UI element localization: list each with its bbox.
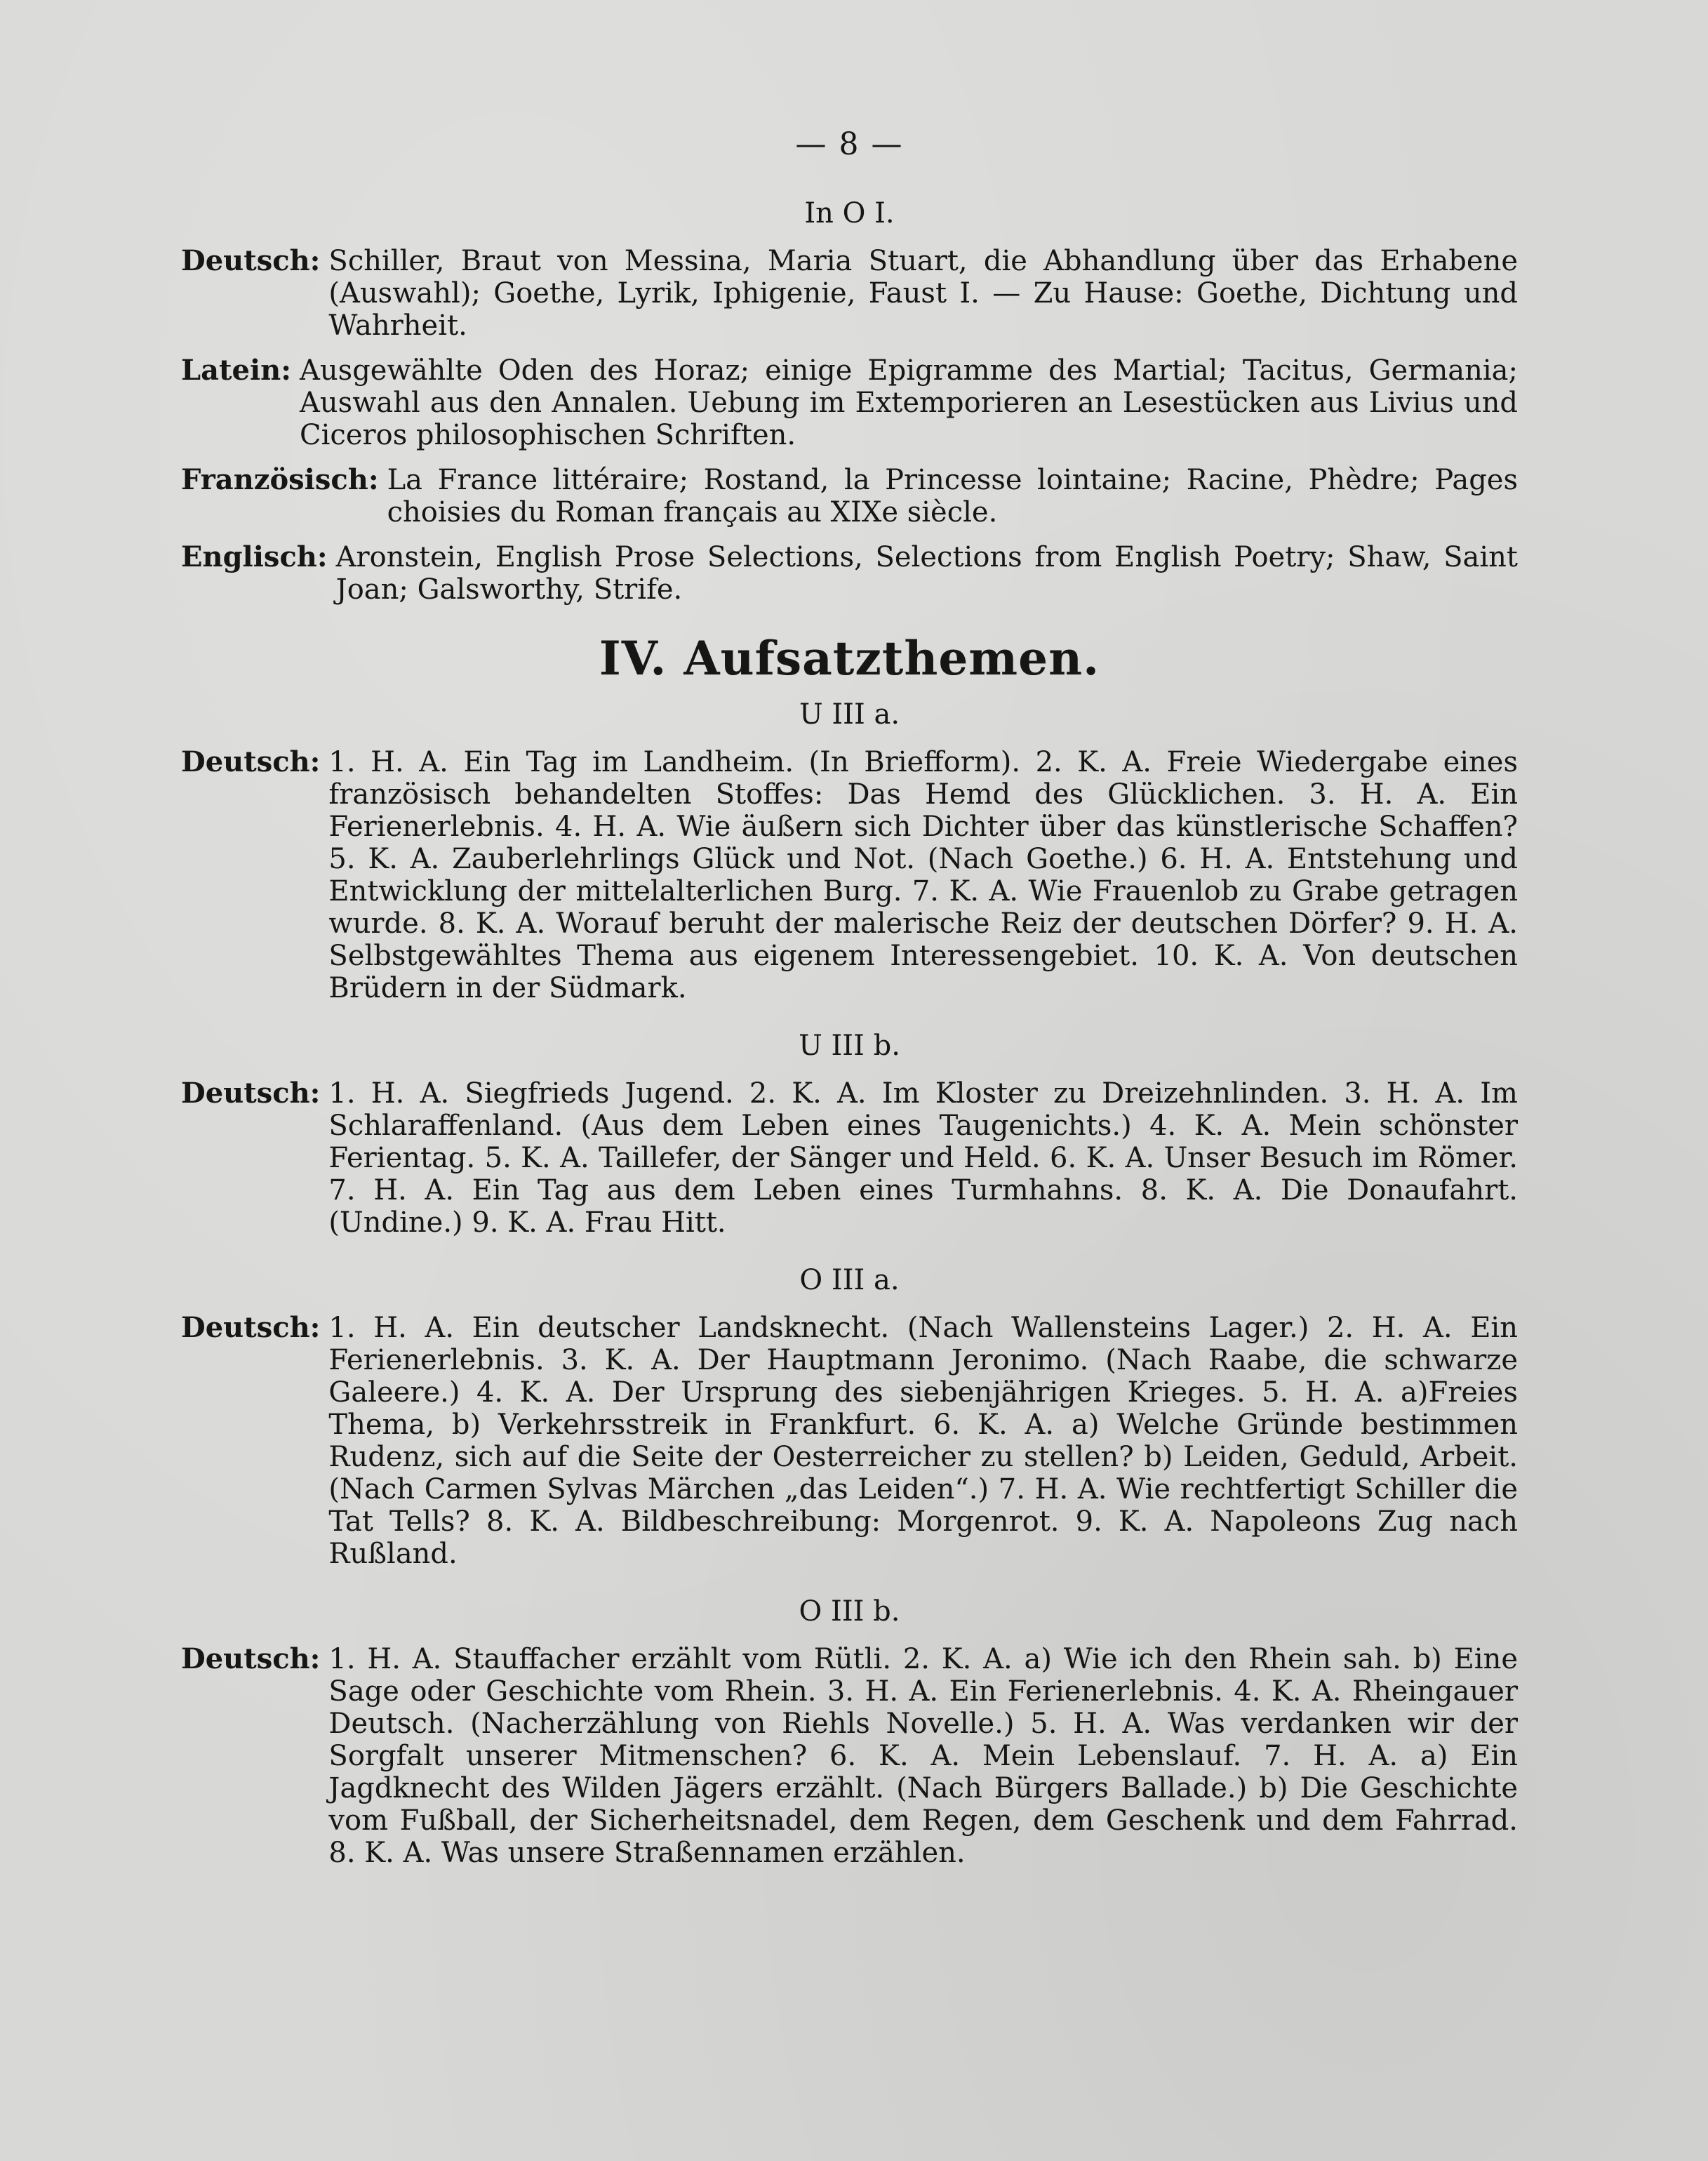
entry-text: 1. H. A. Siegfrieds Jugend. 2. K. A. Im Kloster zu Dreizehnlinden. 3. H. A. Im Schlaraffenland. (Aus dem Leben eines Taugenichts.) 4. K. A. Mein schönster Ferientag. 5. K. A. Taillefer, der Sänger und Held. 6. K. A. Unser Besuch im Römer. 7. H. A. Ein Tag aus dem Leben eines Turmhahns. 8. K. A. Die Donaufahrt. (Undine.) 9. K. A. Frau Hitt. [328, 1077, 1518, 1239]
subject-label: Deutsch: [181, 1642, 321, 1675]
section-heading: O III b. [799, 1595, 900, 1628]
subject-label: Deutsch: [181, 1077, 321, 1110]
entry-deutsch [181, 1643, 1518, 1869]
subject-label: Deutsch: [181, 1311, 321, 1344]
page-number: — 8 — [795, 126, 904, 162]
entry-franzoesisch [181, 464, 1518, 528]
essay-section-o3a [181, 1264, 1518, 1570]
entry-text: Aronstein, English Prose Selections, Selections from English Poetry; Shaw, Saint Joan; Galsworthy, Strife. [335, 541, 1518, 606]
main-heading: IV. Aufsatzthemen. [599, 631, 1100, 686]
section-heading: O III a. [799, 1264, 900, 1296]
essay-section-u3a [181, 698, 1518, 1004]
entry-text: 1. H. A. Stauffacher erzählt vom Rütli. 2. K. A. a) Wie ich den Rhein sah. b) Eine Sage oder Geschichte vom Rhein. 3. H. A. Ein Ferienerlebnis. 4. K. A. Rheingauer Deutsch. (Nacherzählung von Riehls Novelle.) 5. H. A. Was verdanken wir der Sorgfalt unserer Mitmenschen? 6. K. A. Mein Lebenslauf. 7. H. A. a) Ein Jagdknecht des Wilden Jägers erzählt. (Nach Bürgers Ballade.) b) Die Geschichte vom Fußball, der Sicherheitsnadel, dem Regen, dem Geschenk und dem Fahrrad. 8. K. A. Was unsere Straßennamen erzählen. [328, 1643, 1518, 1869]
entry-englisch [181, 541, 1518, 606]
subject-label: Englisch: [181, 540, 328, 573]
section-heading-o1: In O I. [804, 197, 895, 230]
entry-deutsch [181, 1077, 1518, 1239]
entry-latein [181, 354, 1518, 451]
entry-text: La France littéraire; Rostand, la Princesse lointaine; Racine, Phèdre; Pages choisies du Roman français au XIXe siècle. [387, 464, 1518, 528]
reading-list-section [181, 197, 1518, 606]
subject-label: Latein: [181, 354, 292, 387]
entry-text: Schiller, Braut von Messina, Maria Stuart, die Abhandlung über das Erhabene (Auswahl); Goethe, Lyrik, Iphigenie, Faust I. — Zu Hause: Goethe, Dichtung und Wahrheit. [328, 245, 1518, 342]
entry-text: 1. H. A. Ein Tag im Landheim. (In Briefform). 2. K. A. Freie Wiedergabe eines französisch behandelten Stoffes: Das Hemd des Glücklichen. 3. H. A. Ein Ferienerlebnis. 4. H. A. Wie äußern sich Dichter über das künstlerische Schaffen? 5. K. A. Zauberlehrlings Glück und Not. (Nach Goethe.) 6. H. A. Entstehung und Entwicklung der mittelalterlichen Burg. 7. K. A. Wie Frauenlob zu Grabe getragen wurde. 8. K. A. Worauf beruht der malerische Reiz der deutschen Dörfer? 9. H. A. Selbstgewähltes Thema aus eigenem Interessengebiet. 10. K. A. Von deutschen Brüdern in der Südmark. [328, 746, 1518, 1004]
entry-text: Ausgewählte Oden des Horaz; einige Epigramme des Martial; Tacitus, Germania; Auswahl aus den Annalen. Uebung im Extemporieren an Lesestücken aus Livius und Ciceros philosophischen Schriften. [300, 354, 1518, 451]
entry-deutsch [181, 245, 1518, 342]
section-heading: U III a. [799, 698, 900, 731]
page-content [181, 126, 1518, 1894]
subject-label: Französisch: [181, 463, 379, 496]
subject-label: Deutsch: [181, 745, 321, 778]
section-heading: U III b. [799, 1030, 900, 1062]
entry-deutsch [181, 746, 1518, 1004]
essay-section-o3b [181, 1595, 1518, 1869]
essay-section-u3b [181, 1030, 1518, 1239]
subject-label: Deutsch: [181, 244, 321, 277]
entry-text: 1. H. A. Ein deutscher Landsknecht. (Nach Wallensteins Lager.) 2. H. A. Ein Ferienerlebnis. 3. K. A. Der Hauptmann Jeronimo. (Nach Raabe, die schwarze Galeere.) 4. K. A. Der Ursprung des siebenjährigen Krieges. 5. H. A. a)Freies Thema, b) Verkehrsstreik in Frankfurt. 6. K. A. a) Welche Gründe bestimmen Rudenz, sich auf die Seite der Oesterreicher zu stellen? b) Leiden, Geduld, Arbeit. (Nach Carmen Sylvas Märchen „das Leiden“.) 7. H. A. Wie rechtfertigt Schiller die Tat Tells? 8. K. A. Bildbeschreibung: Morgenrot. 9. K. A. Napoleons Zug nach Rußland. [328, 1312, 1518, 1570]
entry-deutsch [181, 1312, 1518, 1570]
